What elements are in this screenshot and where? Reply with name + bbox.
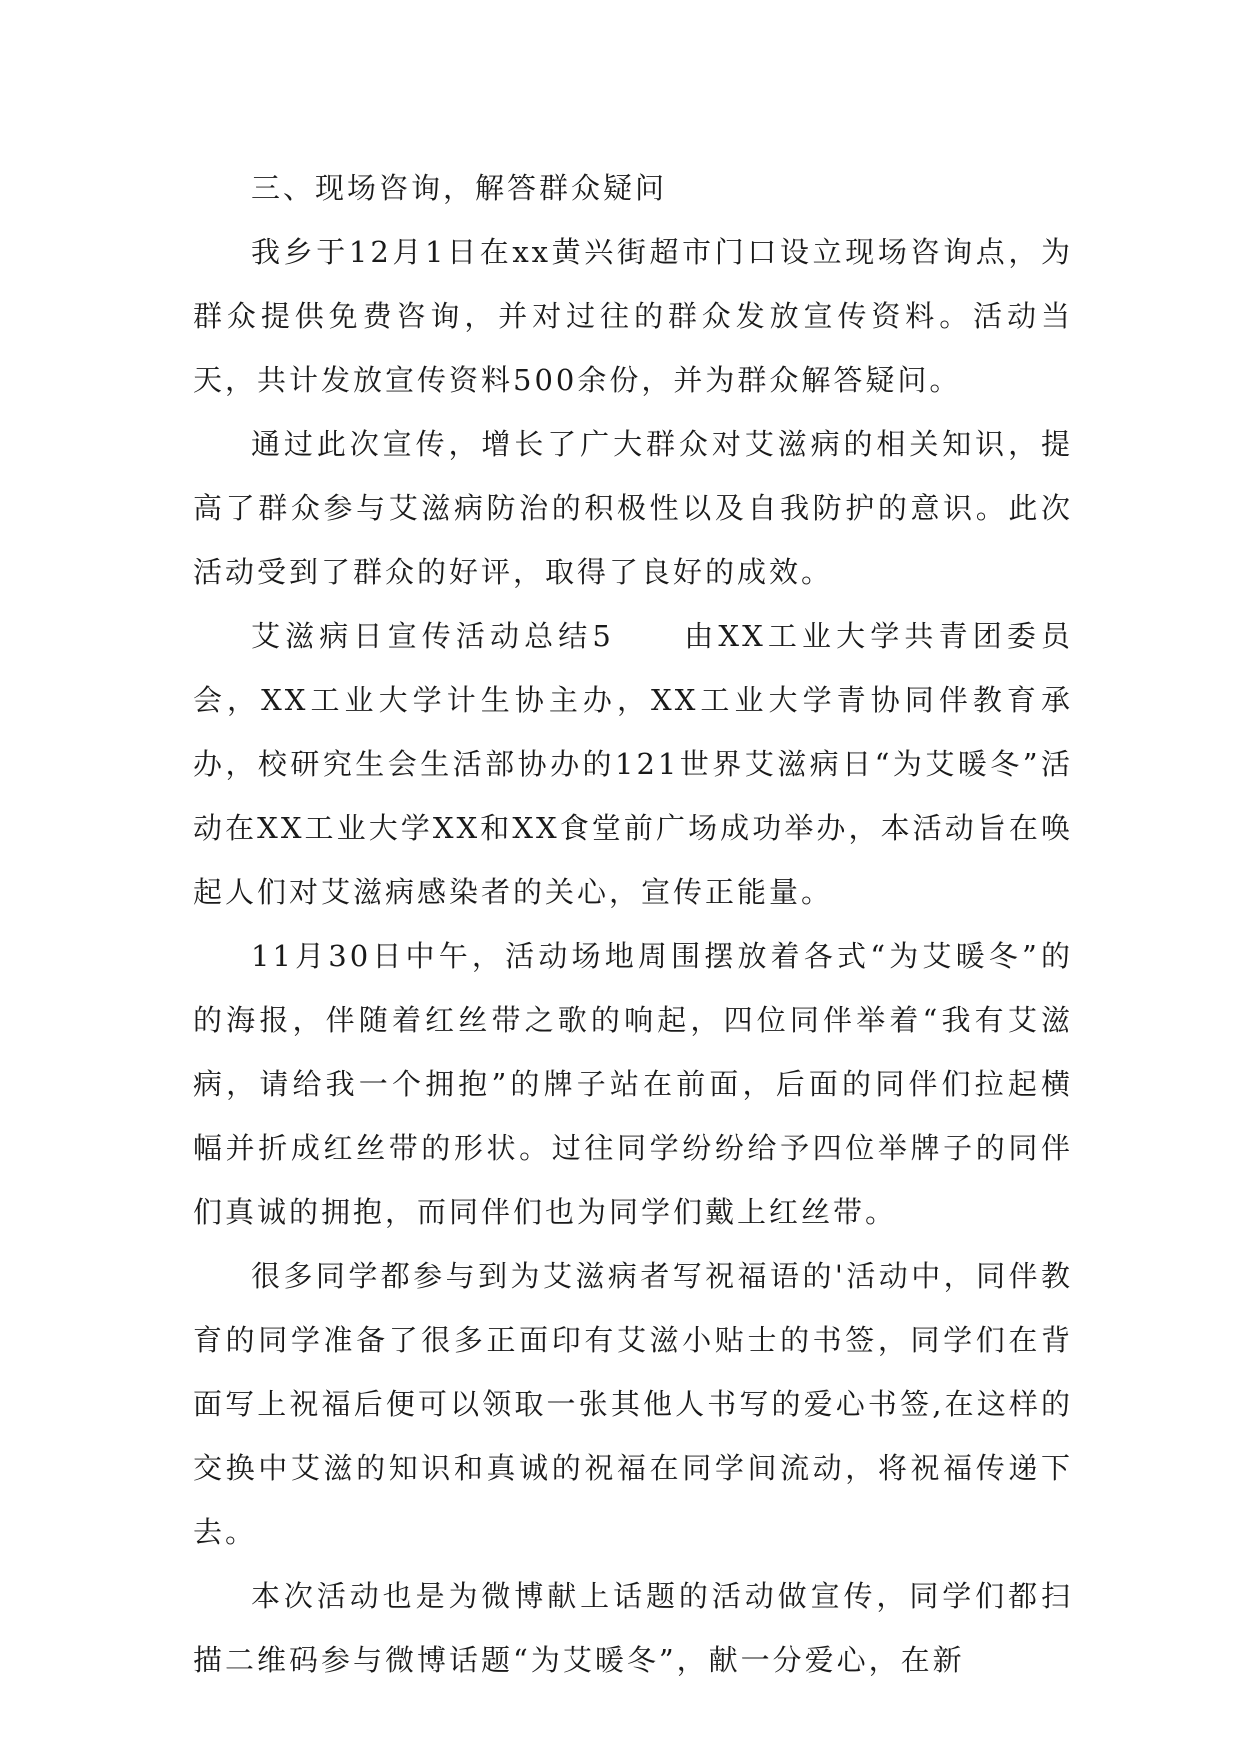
paragraph: 艾滋病日宣传活动总结5 由XX工业大学共青团委员会，XX工业大学计生协主办，XX工业大学青协同伴教育承办，校研究生会生活部协办的121世界艾滋病日“为艾暖冬”活动在XX工业大学XX和XX食堂前广场成功举办，本活动旨在唤起人们对艾滋病感染者的关心，宣传正能量。 (193, 619, 1073, 909)
paragraph: 我乡于12月1日在xx黄兴街超市门口设立现场咨询点，为群众提供免费咨询，并对过往的群众发放宣传资料。活动当天，共计发放宣传资料500余份，并为群众解答疑问。 (193, 235, 1073, 397)
paragraph: 通过此次宣传，增长了广大群众对艾滋病的相关知识，提高了群众参与艾滋病防治的积极性以及自我防护的意识。此次活动受到了群众的好评，取得了良好的成效。 (193, 427, 1073, 589)
section-heading: 三、现场咨询，解答群众疑问 (251, 171, 668, 205)
paragraph: 11月30日中午，活动场地周围摆放着各式“为艾暖冬”的的海报，伴随着红丝带之歌的响起，四位同伴举着“我有艾滋病，请给我一个拥抱”的牌子站在前面，后面的同伴们拉起横幅并折成红丝带的形状。过往同学纷纷给予四位举牌子的同伴们真诚的拥抱，而同伴们也为同学们戴上红丝带。 (193, 939, 1073, 1229)
paragraph: 很多同学都参与到为艾滋病者写祝福语的'活动中，同伴教育的同学准备了很多正面印有艾滋小贴士的书签，同学们在背面写上祝福后便可以领取一张其他人书写的爱心书签,在这样的交换中艾滋的知识和真诚的祝福在同学间流动，将祝福传递下去。 (193, 1259, 1073, 1549)
paragraph: 本次活动也是为微博献上话题的活动做宣传，同学们都扫描二维码参与微博话题“为艾暖冬”，献一分爱心，在新 (193, 1579, 1073, 1677)
document-body (193, 156, 1073, 1692)
